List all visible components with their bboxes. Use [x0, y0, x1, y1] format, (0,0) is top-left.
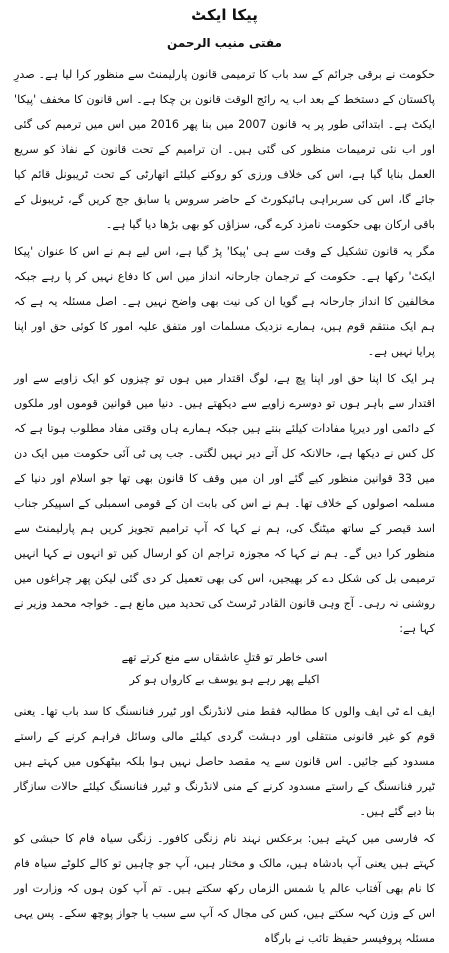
paragraph: مگر یہ قانون تشکیل کے وقت سے ہی 'پیکا' پڑ گیا ہے، اس لیے ہم نے اس کا عنوان 'پیکا ایکٹ' رکھا ہے۔ حکومت کے ترجمان جارحانہ انداز میں اس کا دفاع نہیں کر پا رہے جبکہ مخالفین کا انداز جارحانہ ہے گویا ان کی نیت بھی واضح نہیں ہے۔ اصل مسئلہ یہ ہے کہ ہم ایک منتقم قوم ہیں، ہمارے نزدیک مسلمات اور متفق علیہ امور کا کوئی حق اور اپنا پرایا نہیں ہے۔: [14, 245, 435, 358]
paragraph: ہر ایک کا اپنا حق اور اپنا پچ ہے، لوگ اقتدار میں ہوں تو چیزوں کو ایک زاویے سے اور اقتدار سے باہر ہوں تو دوسرے زاویے سے دیکھتے ہیں۔ دنیا میں قوانین قوموں اور ملکوں کے دائمی اور دیرپا مفادات کیلئے بنتے ہیں جبکہ ہمارے ہاں وقتی مفاد مطلوب ہوتا ہے کہ کل کس نے دیکھا ہے، حالانکہ کل آتے دیر نہیں لگتی۔ جب پی ٹی آئی حکومت میں ایک دن میں 33 قوانین منظور کیے گئے اور ان میں وقف کا قانون بھی تھا جو اسلام اور دنیا کے مسلمہ اصولوں کے خلاف تھا۔ ہم نے اس کی بابت ان کے قومی اسمبلی کے اسپیکر جناب اسد قیصر کے ساتھ میٹنگ کی، ہم نے کہا کہ آپ ترامیم تجویز کریں ہم پارلیمنٹ سے منظور کرا دیں گے۔ ہم نے کہا کہ مجوزہ تراجم ان کو ارسال کیں تو انہوں نے کہا انہیں ترمیمی بل کی شکل دے کر بھیجیں، اس کی بھی تعمیل کر دی گئی لیکن پھر چراغوں میں روشنی نہ رہی۔ آج وہی قانون القادر ٹرسٹ کی تحدید میں مانع ہے۔ خواجہ محمد وزیر نے کہا ہے:: [14, 372, 435, 635]
paragraph: حکومت نے برقی جرائم کے سد باب کا ترمیمی قانون پارلیمنٹ سے منظور کرا لیا ہے۔ صدرِ پاکستان کے دستخط کے بعد اب یہ رائج الوقت قانون بن چکا ہے۔ اس قانون کا مخفف 'پیکا' ایکٹ ہے۔ ابتدائی طور پر یہ قانون 2007 میں بنا پھر 2016 میں اس میں ترمیم کی گئی اور اب نئی ترمیمات منظور کی گئی ہیں۔ ان ترامیم کے تحت قانون کے نفاذ کو سریع العمل بنایا گیا ہے، اس کی خلاف ورزی کو روکنے کیلئے اتھارٹی کے تحت ٹریبونل قائم کیا جائے گا، اس کی سربراہی ہائیکورٹ کے حاضر سروس یا سابق جج کریں گے، ٹریبونل کے باقی ارکان بھی حکومت نامزد کرے گی، سزاؤں کو بھی بڑھا دیا گیا ہے۔: [14, 68, 436, 231]
paragraph: ایف اے ٹی ایف والوں کا مطالبہ فقط منی لانڈرنگ اور ٹیرر فنانسنگ کا سد باب تھا۔ یعنی قوم کو غیر قانونی منتقلی اور دہشت گردی کیلئے مالی وسائل فراہم کرنے کے راستے مسدود کیے جائیں۔ اس قانون سے یہ مقصد حاصل نہیں ہوا بلکہ بیٹھکوں میں کہتے ہیں ٹیرر فنانسنگ کے راستے مسدود کرنے کے منی لانڈرنگ و ٹیرر فنانسنگ کیلئے حالات سازگار بنا دیے گئے ہیں۔: [14, 705, 435, 818]
paragraph: کہ فارسی میں کہتے ہیں: برعکس نہند نام زنگی کافور۔ زنگی سیاہ فام کا حبشی کو کہتے ہیں یعنی آپ بادشاہ ہیں، مالک و مختار ہیں، آپ جو چاہیں تو کالے کلوٹے سیاہ فام کا نام بھی آفتاب عالم یا شمس الزماں رکھ سکتے ہیں۔ تم آپ کون ہوں کہ وزارت اور اس کے وزن کہہ سکتے ہیں، کس کی مجال کہ آپ سے سبب یا جواز پوچھ سکے۔ پس یہی مسئلہ پروفیسر حفیظ تائب نے بارگاہ: [14, 832, 435, 945]
poem-line: اسی خاطر تو قتلِ عاشقاں سے منع کرتے تھے: [121, 651, 328, 664]
poem-couplet: [14, 647, 435, 691]
poem-line: اکیلے پھر رہے ہو یوسف بے کارواں ہو کر: [129, 673, 320, 686]
article-title: پیکا ایکٹ: [191, 6, 258, 24]
author-name: مفتی منیب الرحمن: [167, 36, 282, 50]
article-body: [14, 62, 435, 953]
